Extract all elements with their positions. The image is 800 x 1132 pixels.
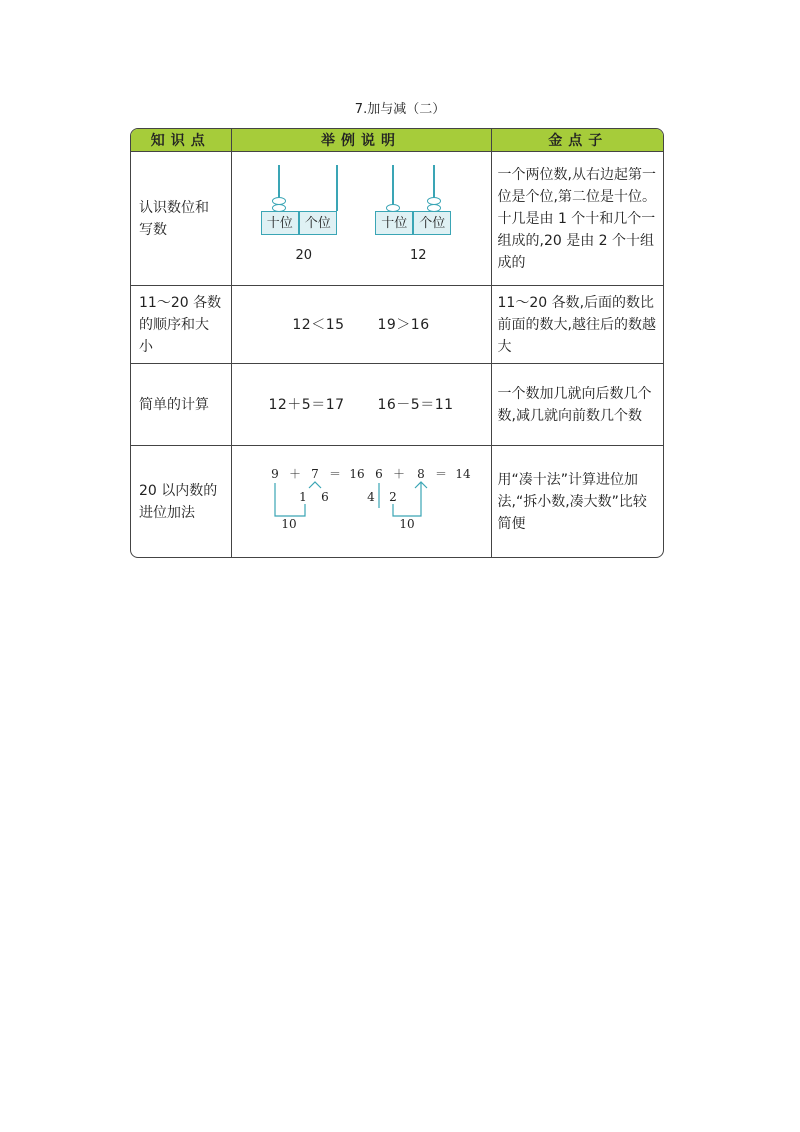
calculation-example: 16－5＝11 [377, 396, 454, 413]
header-knowledge-point: 知识点 [131, 129, 231, 152]
make-ten-diagram [241, 458, 481, 538]
operator: ＋ [392, 467, 406, 481]
example-cell [231, 364, 491, 446]
table-row [131, 152, 664, 286]
sum: 14 [455, 467, 471, 481]
example-cell [231, 446, 491, 558]
place-value-counter [261, 165, 347, 265]
sum: 16 [349, 467, 365, 481]
calculation-example: 12＋5＝17 [268, 396, 345, 413]
ones-label: 个位 [413, 211, 451, 235]
split-branch [309, 482, 321, 488]
ten-bracket [379, 483, 421, 516]
comparison-example: 19＞16 [377, 316, 430, 333]
split-part: 2 [389, 490, 397, 504]
addend: 8 [417, 467, 425, 481]
ten-result: 10 [399, 517, 415, 531]
split-part: 6 [321, 490, 329, 504]
header-example: 举例说明 [231, 129, 491, 152]
ones-rod [336, 165, 338, 211]
counter-value: 20 [295, 248, 313, 263]
tip-cell: 一个两位数,从右边起第一位是个位,第二位是十位。十几是由 1 个十和几个一组成的,20 是由 2 个十组成的 [491, 152, 664, 286]
table-row [131, 364, 664, 446]
tens-label: 十位 [375, 211, 413, 235]
split-part: 4 [367, 490, 375, 504]
header-tip: 金点子 [491, 129, 664, 152]
ten-result: 10 [281, 517, 297, 531]
addend: 7 [311, 467, 319, 481]
table-header-row [131, 129, 664, 152]
tens-label: 十位 [261, 211, 299, 235]
addend: 6 [375, 467, 383, 481]
topic-cell: 简单的计算 [131, 364, 231, 446]
equals: ＝ [328, 467, 342, 481]
table-row [131, 286, 664, 364]
place-value-counter [375, 165, 461, 265]
tip-cell: 用“凑十法”计算进位加法,“拆小数,凑大数”比较简便 [497, 471, 647, 532]
table-row [131, 446, 664, 558]
equals: ＝ [434, 467, 448, 481]
counter-value: 12 [409, 248, 427, 263]
ones-label: 个位 [299, 211, 337, 235]
example-cell [231, 152, 491, 286]
topic-cell: 认识数位和写数 [131, 152, 231, 286]
comparison-example: 12＜15 [292, 316, 345, 333]
addend: 9 [271, 467, 279, 481]
topic-cell: 11～20 各数的顺序和大小 [131, 286, 231, 364]
example-cell [231, 286, 491, 364]
operator: ＋ [288, 467, 302, 481]
tip-cell: 一个数加几就向后数几个数,减几就向前数几个数 [491, 364, 664, 446]
knowledge-table [130, 128, 664, 558]
tip-cell: 11～20 各数,后面的数比前面的数大,越往后的数越大 [491, 286, 664, 364]
topic-cell: 20 以内数的进位加法 [131, 446, 231, 558]
split-part: 1 [299, 490, 307, 504]
page-title: 7.加与减（二） [354, 102, 446, 117]
